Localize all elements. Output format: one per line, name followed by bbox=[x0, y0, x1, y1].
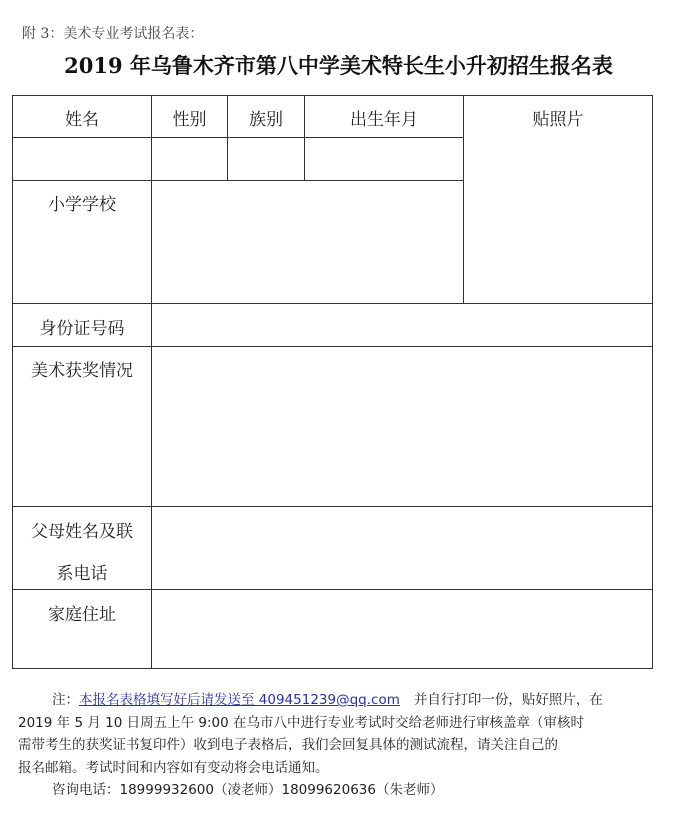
header-cell-gender bbox=[151, 95, 228, 138]
birth-date-field[interactable] bbox=[304, 137, 464, 181]
header-cell-name bbox=[12, 95, 152, 138]
email-link[interactable]: 本报名表格填写好后请发送至 409451239@qq.com bbox=[79, 692, 400, 708]
id-number-label: 身份证号码 bbox=[39, 319, 125, 339]
notes-line-3: 需带考生的获奖证书复印件）收到电子表格后，我们会回复具体的测试流程，请关注自己的 bbox=[18, 737, 558, 753]
notes-contact-line bbox=[18, 779, 668, 802]
ethnicity-label: 族别 bbox=[249, 110, 283, 130]
header-cell-birth-date bbox=[304, 95, 464, 138]
art-awards-label: 美术获奖情况 bbox=[31, 361, 133, 381]
notes-line-4: 报名邮箱。考试时间和内容如有变动将会电话通知。 bbox=[18, 759, 329, 776]
notes-line-2: 2019 年 5 月 10 日周五上午 9:00 在乌市八中进行专业考试时交给老师进行审核盖章（审核时 bbox=[18, 714, 584, 731]
annex-label: 附 3：美术专业考试报名表： bbox=[22, 26, 204, 42]
ethnicity-field[interactable] bbox=[227, 137, 305, 181]
birth-date-label: 出生年月 bbox=[350, 110, 418, 130]
name-field[interactable] bbox=[12, 137, 152, 181]
name-label: 姓名 bbox=[65, 110, 99, 130]
gender-field[interactable] bbox=[151, 137, 228, 181]
gender-label: 性别 bbox=[172, 110, 207, 130]
home-address-label: 家庭住址 bbox=[48, 605, 116, 625]
notes-line1-rest: 并自行打印一份，贴好照片，在 bbox=[413, 692, 603, 708]
home-address-label-cell bbox=[12, 589, 152, 669]
parents-contact-label-cell bbox=[12, 506, 152, 590]
page-title: 2019 年乌鲁木齐市第八中学美术特长生小升初招生报名表 bbox=[64, 53, 613, 78]
home-address-field[interactable] bbox=[151, 589, 653, 669]
notes-prefix: 注： bbox=[52, 692, 79, 708]
parents-contact-field[interactable] bbox=[151, 506, 653, 590]
photo-cell[interactable] bbox=[463, 95, 653, 304]
notes-line-1 bbox=[18, 689, 668, 712]
contact-phones: 咨询电话：18999932600（凌老师）18099620636（朱老师） bbox=[52, 782, 444, 798]
parents-contact-label-line2: 系电话 bbox=[56, 564, 108, 584]
header-cell-ethnicity bbox=[227, 95, 305, 138]
primary-school-field[interactable] bbox=[151, 180, 464, 304]
id-number-label-cell bbox=[12, 303, 152, 347]
parents-contact-label-line1: 父母姓名及联 bbox=[31, 522, 133, 542]
photo-label: 贴照片 bbox=[532, 110, 584, 130]
primary-school-label-cell bbox=[12, 180, 152, 304]
notes-section bbox=[18, 689, 668, 802]
id-number-field[interactable] bbox=[151, 303, 653, 347]
primary-school-label: 小学学校 bbox=[48, 195, 116, 215]
art-awards-field[interactable] bbox=[151, 346, 653, 507]
art-awards-label-cell bbox=[12, 346, 152, 507]
